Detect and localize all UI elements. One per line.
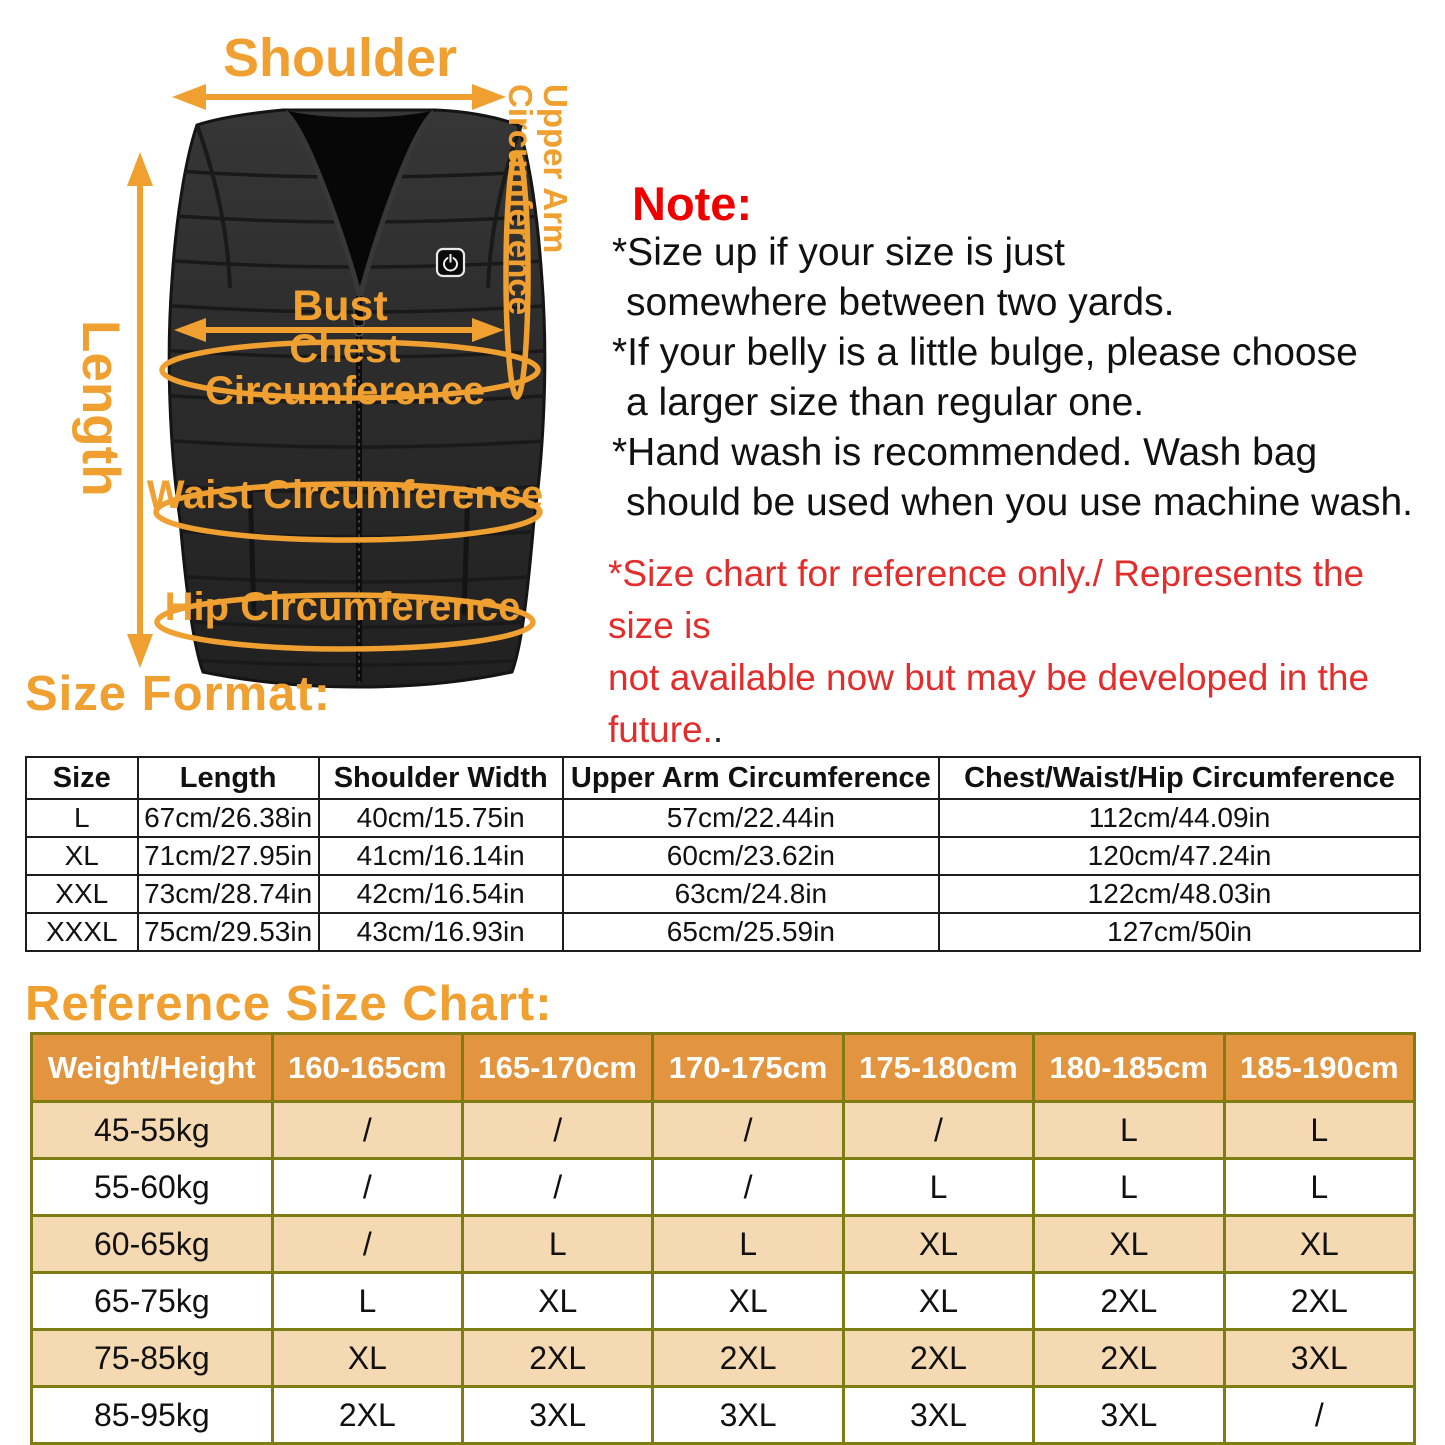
size-cell: 57cm/22.44in xyxy=(563,799,939,837)
size-cell: / xyxy=(463,1102,653,1159)
note-line: a larger size than regular one. xyxy=(626,381,1145,424)
row-header: 85-95kg xyxy=(32,1387,273,1444)
column-header: Shoulder Width xyxy=(319,757,563,799)
row-header: 65-75kg xyxy=(32,1273,273,1330)
upper-arm-label: Upper Arm Circumference xyxy=(502,84,574,316)
size-cell: L xyxy=(272,1273,462,1330)
disclaimer xyxy=(608,548,1418,756)
size-cell: 122cm/48.03in xyxy=(939,875,1420,913)
waist-label: Waist Circumference xyxy=(146,473,544,517)
chest-label: Chest Circumference xyxy=(204,327,486,413)
column-header: 170-175cm xyxy=(653,1034,843,1102)
table-row xyxy=(32,1273,1415,1330)
size-cell: 127cm/50in xyxy=(939,913,1420,951)
size-cell: 65cm/25.59in xyxy=(563,913,939,951)
size-cell: 43cm/16.93in xyxy=(319,913,563,951)
size-cell: L xyxy=(1224,1102,1414,1159)
size-cell: 71cm/27.95in xyxy=(138,837,319,875)
size-cell: 3XL xyxy=(843,1387,1033,1444)
bust-label: Bust xyxy=(292,282,388,330)
table-row xyxy=(32,1216,1415,1273)
size-cell: 63cm/24.8in xyxy=(563,875,939,913)
size-cell: XL xyxy=(1034,1216,1224,1273)
row-header: 60-65kg xyxy=(32,1216,273,1273)
size-cell: 2XL xyxy=(843,1330,1033,1387)
note-body xyxy=(612,228,1442,528)
size-cell: 42cm/16.54in xyxy=(319,875,563,913)
shoulder-label: Shoulder xyxy=(222,28,457,88)
size-cell: 3XL xyxy=(1034,1387,1224,1444)
size-cell: XL xyxy=(843,1273,1033,1330)
note-line: somewhere between two yards. xyxy=(626,281,1175,324)
size-format-heading: Size Format: xyxy=(25,667,332,721)
row-header: XXXL xyxy=(26,913,138,951)
size-cell: XL xyxy=(1224,1216,1414,1273)
size-cell: 60cm/23.62in xyxy=(563,837,939,875)
size-cell: 40cm/15.75in xyxy=(319,799,563,837)
row-header: 55-60kg xyxy=(32,1159,273,1216)
size-cell: XL xyxy=(272,1330,462,1387)
size-cell: L xyxy=(843,1159,1033,1216)
size-cell: 112cm/44.09in xyxy=(939,799,1420,837)
size-format-header-row xyxy=(26,757,1420,799)
size-cell: / xyxy=(843,1102,1033,1159)
size-cell: L xyxy=(1034,1159,1224,1216)
size-cell: / xyxy=(463,1159,653,1216)
size-format-table xyxy=(25,756,1421,952)
size-cell: 41cm/16.14in xyxy=(319,837,563,875)
size-cell: / xyxy=(653,1102,843,1159)
size-cell: 2XL xyxy=(1034,1273,1224,1330)
size-cell: / xyxy=(1224,1387,1414,1444)
row-header: XL xyxy=(26,837,138,875)
note-line: *Size up if your size is just xyxy=(612,231,1066,274)
size-cell: L xyxy=(653,1216,843,1273)
size-cell: 2XL xyxy=(653,1330,843,1387)
table-row xyxy=(32,1102,1415,1159)
size-cell: 3XL xyxy=(653,1387,843,1444)
size-cell: L xyxy=(463,1216,653,1273)
column-header: 185-190cm xyxy=(1224,1034,1414,1102)
size-cell: 2XL xyxy=(463,1330,653,1387)
size-cell: 73cm/28.74in xyxy=(138,875,319,913)
size-cell: / xyxy=(272,1159,462,1216)
reference-chart-header-row xyxy=(32,1034,1415,1102)
table-row xyxy=(32,1330,1415,1387)
column-header: Weight/Height xyxy=(32,1034,273,1102)
size-cell: 2XL xyxy=(1224,1273,1414,1330)
column-header: Size xyxy=(26,757,138,799)
row-header: 45-55kg xyxy=(32,1102,273,1159)
size-cell: 3XL xyxy=(463,1387,653,1444)
table-row xyxy=(26,875,1420,913)
size-cell: / xyxy=(272,1216,462,1273)
size-cell: L xyxy=(1224,1159,1414,1216)
size-cell: 3XL xyxy=(1224,1330,1414,1387)
disclaimer-line: *Size chart for reference only./ Represents the size is xyxy=(608,553,1365,646)
size-cell: 75cm/29.53in xyxy=(138,913,319,951)
size-cell: XL xyxy=(463,1273,653,1330)
length-label: Length xyxy=(71,320,130,497)
column-header: Chest/Waist/Hip Circumference xyxy=(939,757,1420,799)
row-header: 75-85kg xyxy=(32,1330,273,1387)
row-header: XXL xyxy=(26,875,138,913)
table-row xyxy=(26,799,1420,837)
note-line: should be used when you use machine wash. xyxy=(626,481,1414,524)
size-cell: L xyxy=(1034,1102,1224,1159)
size-cell: / xyxy=(272,1102,462,1159)
size-cell: 2XL xyxy=(272,1387,462,1444)
note-line: *Hand wash is recommended. Wash bag xyxy=(612,431,1318,474)
note-line: *If your belly is a little bulge, please choose xyxy=(612,331,1358,374)
table-row xyxy=(32,1159,1415,1216)
column-header: 160-165cm xyxy=(272,1034,462,1102)
reference-size-chart-table xyxy=(30,1032,1416,1445)
column-header: 180-185cm xyxy=(1034,1034,1224,1102)
column-header: Length xyxy=(138,757,319,799)
note-title: Note: xyxy=(632,177,753,230)
table-row xyxy=(26,913,1420,951)
disclaimer-line: not available now but may be developed in the future.. xyxy=(608,657,1370,750)
column-header: Upper Arm Circumference xyxy=(563,757,939,799)
hip-label: Hip Circumference xyxy=(164,585,521,629)
column-header: 175-180cm xyxy=(843,1034,1033,1102)
size-cell: XL xyxy=(653,1273,843,1330)
reference-chart-heading: Reference Size Chart: xyxy=(25,977,553,1031)
row-header: L xyxy=(26,799,138,837)
table-row xyxy=(32,1387,1415,1444)
power-icon xyxy=(437,249,464,276)
table-row xyxy=(26,837,1420,875)
size-cell: 120cm/47.24in xyxy=(939,837,1420,875)
size-cell: 2XL xyxy=(1034,1330,1224,1387)
column-header: 165-170cm xyxy=(463,1034,653,1102)
size-cell: XL xyxy=(843,1216,1033,1273)
size-cell: / xyxy=(653,1159,843,1216)
size-cell: 67cm/26.38in xyxy=(138,799,319,837)
